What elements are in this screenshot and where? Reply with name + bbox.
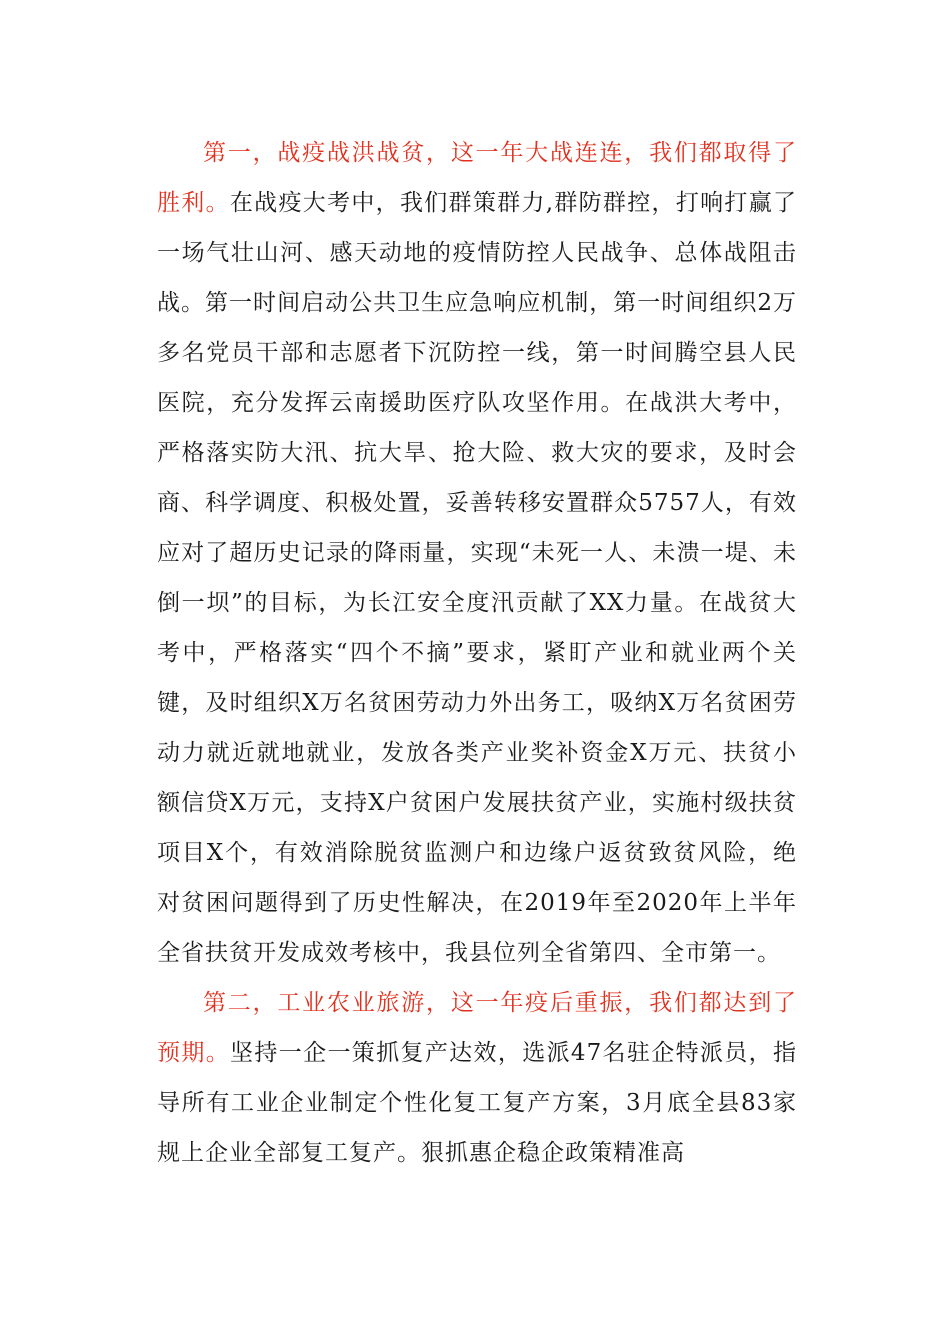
document-page	[157, 128, 797, 1178]
paragraph-2-lead: 第二，工业农业旅游，这一年疫后重振，我们都达到了预期。	[157, 990, 797, 1066]
paragraph-1-body: 在战疫大考中，我们群策群力,群防群控，打响打赢了一场气壮山河、感天动地的疫情防控人民战争、总体战阻击战。第一时间启动公共卫生应急响应机制，第一时间组织2万多名党员干部和志愿者下沉防控一线，第一时间腾空县人民医院，充分发挥云南援助医疗队攻坚作用。在战洪大考中，严格落实防大汛、抗大旱、抢大险、救大灾的要求，及时会商、科学调度、积极处置，妥善转移安置群众5757人，有效应对了超历史记录的降雨量，实现“未死一人、未溃一堤、未倒一坝”的目标，为长江安全度汛贡献了XX力量。在战贫大考中，严格落实“四个不摘”要求，紧盯产业和就业两个关键，及时组织X万名贫困劳动力外出务工，吸纳X万名贫困劳动力就近就地就业，发放各类产业奖补资金X万元、扶贫小额信贷X万元，支持X户贫困户发展扶贫产业，实施村级扶贫项目X个，有效消除脱贫监测户和边缘户返贫致贫风险，绝对贫困问题得到了历史性解决，在2019年至2020年上半年全省扶贫开发成效考核中，我县位列全省第四、全市第一。	[157, 190, 798, 966]
paragraph-1	[157, 128, 797, 978]
paragraph-2	[157, 978, 797, 1178]
paragraph-2-body: 坚持一企一策抓复产达效，选派47名驻企特派员，指导所有工业企业制定个性化复工复产方案，3月底全县83家规上企业全部复工复产。狠抓惠企稳企政策精准高	[157, 1040, 797, 1166]
paragraph-1-lead: 第一，战疫战洪战贫，这一年大战连连，我们都取得了胜利。	[157, 140, 797, 216]
